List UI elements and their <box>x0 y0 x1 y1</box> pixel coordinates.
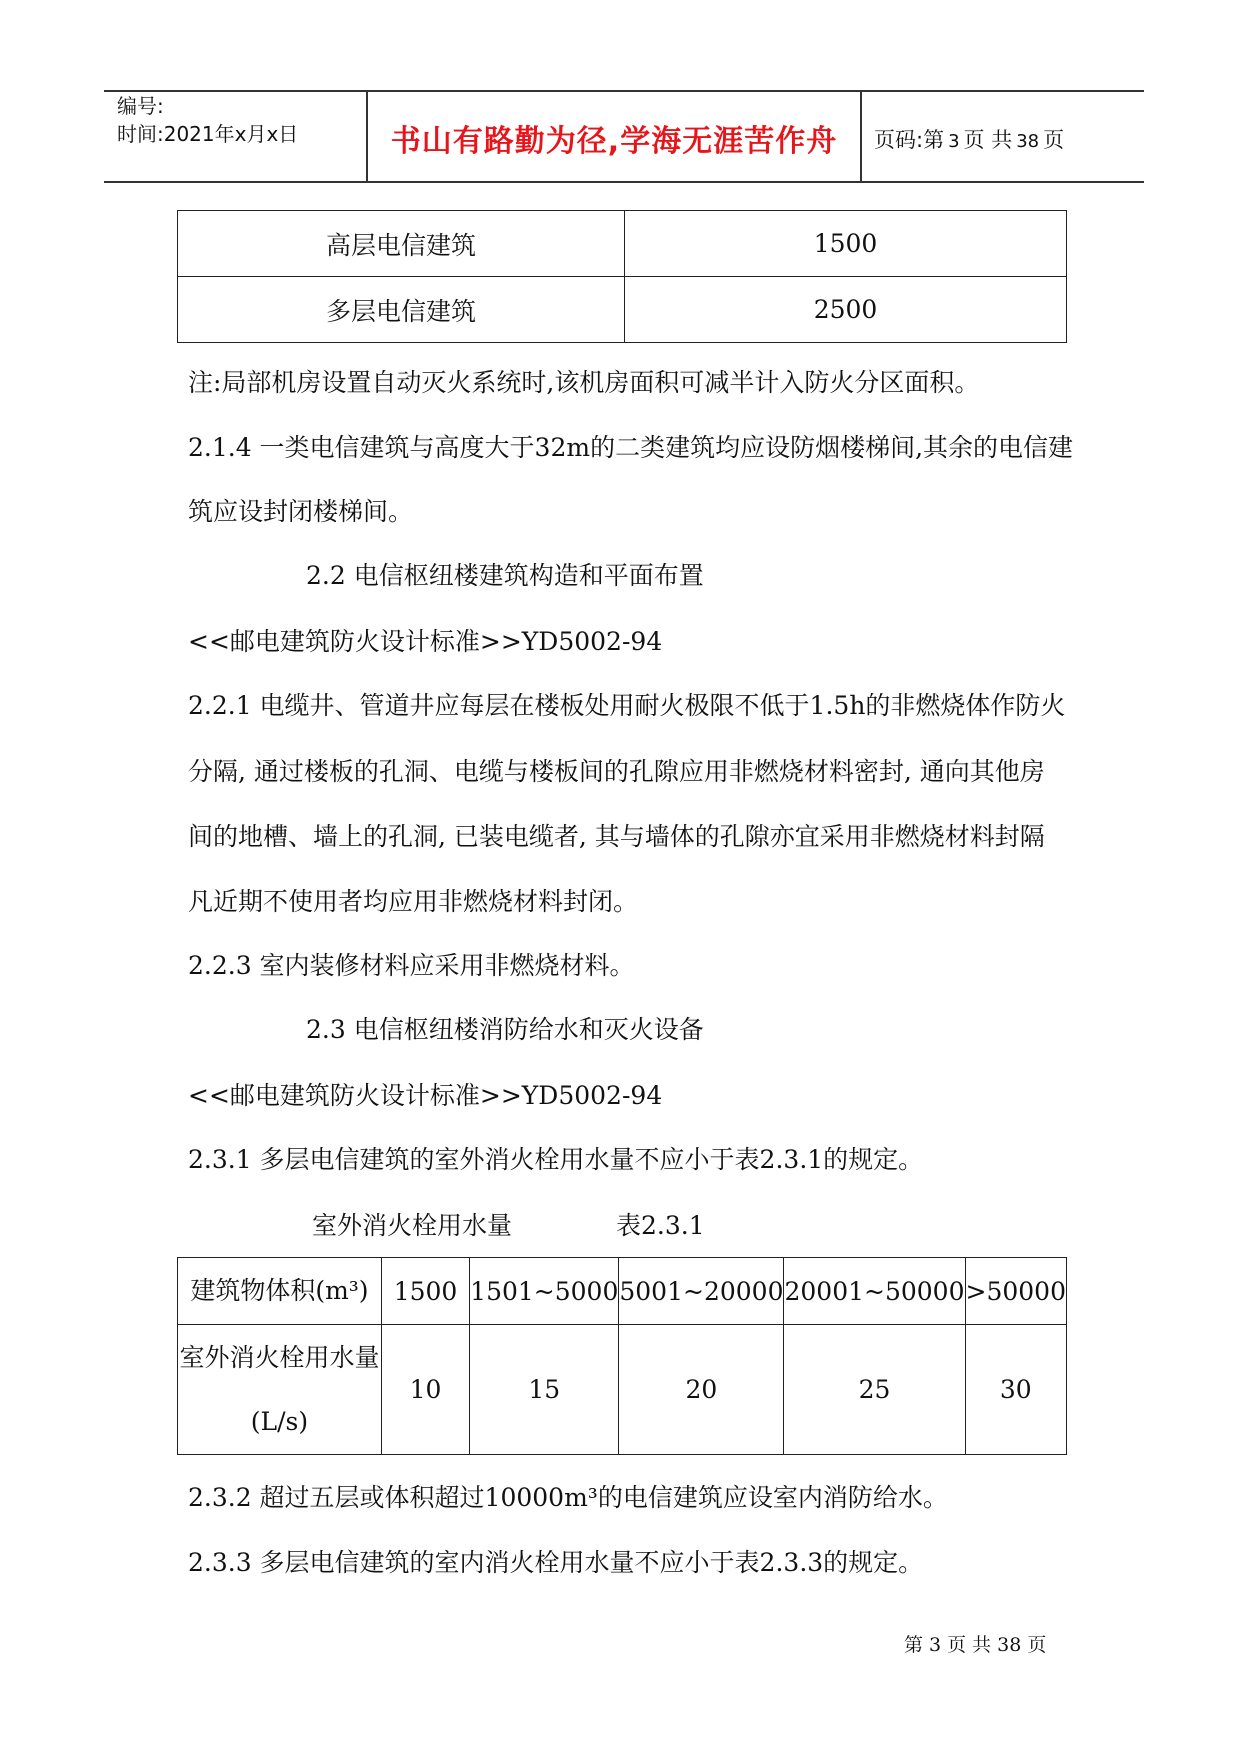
header-page-suffix: 页 <box>1043 128 1065 152</box>
outdoor-hydrant-flow-table <box>177 1257 1067 1455</box>
footer-mid: 页 共 <box>947 1634 992 1656</box>
header-motto: 书山有路勤为径,学海无涯苦作舟 <box>390 124 838 159</box>
table-row <box>178 277 1067 343</box>
table-cell: 高层电信建筑 <box>178 211 625 277</box>
reference-standard-2: <<邮电建筑防火设计标准>>YD5002-94 <box>188 1081 663 1110</box>
table-cell: 2500 <box>625 277 1067 343</box>
paragraph-2-2-1-line1: 2.2.1 电缆井、管道井应每层在楼板处用耐火极限不低于1.5h的非燃烧体作防火 <box>188 691 1066 720</box>
table2-title: 室外消火栓用水量 <box>312 1211 513 1240</box>
area-limit-table <box>177 210 1067 343</box>
footer-page-number: 3 <box>929 1634 942 1656</box>
paragraph-2-3-3: 2.3.3 多层电信建筑的室内消火栓用水量不应小于表2.3.3的规定。 <box>188 1548 924 1577</box>
paragraph-2-3-1: 2.3.1 多层电信建筑的室外消火栓用水量不应小于表2.3.1的规定。 <box>188 1145 924 1174</box>
paragraph-2-2-1-line4: 凡近期不使用者均应用非燃烧材料封闭。 <box>188 887 639 916</box>
flow-label-line2: (L/s) <box>250 1406 309 1436</box>
table-row <box>178 1258 1067 1325</box>
table-cell: 1500 <box>381 1258 469 1325</box>
table-cell: 20 <box>619 1325 784 1455</box>
paragraph-2-2-3: 2.2.3 室内装修材料应采用非燃烧材料。 <box>188 951 635 980</box>
table-cell: >50000 <box>965 1258 1066 1325</box>
header-time-label: 时间:2021年x月x日 <box>117 122 299 146</box>
section-heading-2-2: 2.2 电信枢纽楼建筑构造和平面布置 <box>306 561 704 590</box>
table-header-cell <box>178 1325 382 1455</box>
header-page-indicator <box>874 124 1064 154</box>
note-text: 注:局部机房设置自动灭火系统时,该机房面积可减半计入防火分区面积。 <box>188 368 980 397</box>
table-cell: 1501~5000 <box>470 1258 619 1325</box>
footer-page-total: 38 <box>997 1634 1022 1656</box>
table-cell: 20001~50000 <box>784 1258 965 1325</box>
paragraph-2-1-4-line1: 2.1.4 一类电信建筑与高度大于32m的二类建筑均应设防烟楼梯间,其余的电信建 <box>188 433 1074 462</box>
table-cell: 30 <box>965 1325 1066 1455</box>
paragraph-2-2-1-line3: 间的地槽、墙上的孔洞, 已装电缆者, 其与墙体的孔隙亦宜采用非燃烧材料封隔 <box>188 822 1045 851</box>
header-bottom-rule <box>104 181 1144 183</box>
section-heading-2-3: 2.3 电信枢纽楼消防给水和灭火设备 <box>306 1015 704 1044</box>
header-page-mid: 页 共 <box>963 128 1013 152</box>
header-meta <box>117 92 298 148</box>
footer-suffix: 页 <box>1027 1634 1047 1656</box>
table-cell: 多层电信建筑 <box>178 277 625 343</box>
reference-standard-1: <<邮电建筑防火设计标准>>YD5002-94 <box>188 627 663 656</box>
table-cell: 25 <box>784 1325 965 1455</box>
table-cell: 5001~20000 <box>619 1258 784 1325</box>
table-cell: 1500 <box>625 211 1067 277</box>
flow-label-line1: 室外消火栓用水量 <box>179 1342 380 1372</box>
table-cell: 15 <box>470 1325 619 1455</box>
header-page-total: 38 <box>1016 131 1040 152</box>
table-row <box>178 1325 1067 1455</box>
table2-number: 表2.3.1 <box>616 1211 705 1240</box>
footer-prefix: 第 <box>904 1634 924 1656</box>
header-page-prefix: 页码:第 <box>874 128 945 152</box>
table-header-cell: 建筑物体积(m³) <box>178 1258 382 1325</box>
header-page-number: 3 <box>948 131 960 152</box>
table-cell: 10 <box>381 1325 469 1455</box>
paragraph-2-2-1-line2: 分隔, 通过楼板的孔洞、电缆与楼板间的孔隙应用非燃烧材料密封, 通向其他房 <box>188 757 1045 786</box>
header-divider-right <box>860 90 862 182</box>
paragraph-2-1-4-line2: 筑应设封闭楼梯间。 <box>188 497 414 526</box>
footer-page-indicator <box>904 1630 1046 1657</box>
paragraph-2-3-2: 2.3.2 超过五层或体积超过10000m³的电信建筑应设室内消防给水。 <box>188 1483 948 1512</box>
header-number-label: 编号: <box>117 94 164 118</box>
table-row <box>178 211 1067 277</box>
